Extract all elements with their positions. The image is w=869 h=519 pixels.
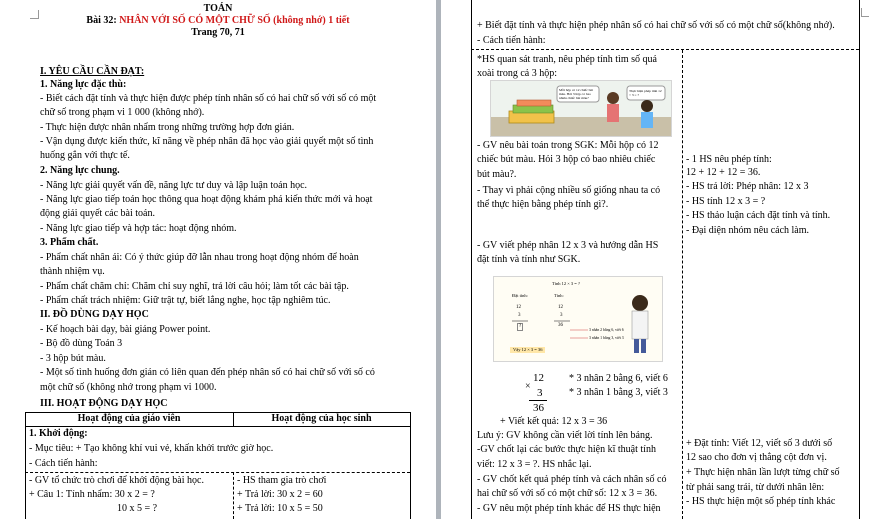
- calc-top: 12: [533, 372, 544, 384]
- text-line: hai chữ số với số có một chữ số: 12 x 3 = 36.: [477, 488, 658, 499]
- text-line: thể thực hiện bằng phép tính gì?.: [477, 199, 609, 210]
- text-line: - HS tính 12 x 3 = ?: [686, 196, 766, 207]
- text-line: - GV nêu bài toán trong SGK: Mỗi hộp có 12: [477, 140, 659, 151]
- text-line: đặt tính và tính như SGK.: [477, 254, 581, 265]
- text-line: *HS quan sát tranh, nêu phép tính tìm số quả: [477, 54, 657, 65]
- figure-num: 36: [558, 323, 563, 328]
- text-line: 10 x 5 = ?: [117, 503, 158, 514]
- text-line: - Thay vì phải cộng nhiều số giống nhau ta có: [477, 185, 661, 196]
- text-line: - Phẩm chất chăm chỉ: Chăm chỉ suy nghĩ, trả lời câu hỏi; làm tốt các bài tập.: [40, 281, 349, 292]
- table-header-student: Hoạt động của học sinh: [271, 413, 372, 424]
- section-3-heading: III. HOẠT ĐỘNG DẠY HỌC: [40, 398, 168, 409]
- pencil-boxes-illustration: [490, 80, 672, 137]
- figure-num: 3: [560, 313, 563, 318]
- calc-result: 36: [533, 402, 544, 414]
- text-line: - Cách tiến hành:: [477, 35, 546, 46]
- subsection-1-3-heading: 3. Phẩm chất.: [40, 237, 99, 248]
- figure-step-note: 3 nhân 1 bằng 3, viết 3: [589, 336, 624, 340]
- lesson-name: NHÂN VỚI SỐ CÓ MỘT CHỮ SỐ (không nhớ) 1 tiết: [119, 15, 350, 26]
- text-line: - Bộ đồ dùng Toán 3: [40, 338, 123, 349]
- figure-num: 12: [516, 305, 521, 310]
- text-line: - 3 hộp bút màu.: [40, 353, 106, 364]
- figure-num: ?: [519, 324, 522, 329]
- speech-bubble-left: Mỗi hộp có 12 chiếc bút màu. Hỏi 3 hộp có bao nhiêu chiếc bút màu?: [559, 88, 594, 100]
- text-line: - HS thực hiện một số phép tính khác: [686, 496, 836, 507]
- multiplication-figure: [493, 276, 663, 362]
- text-line: thành nhiệm vụ.: [40, 266, 105, 277]
- text-line: - Đại diện nhóm nêu cách làm.: [686, 225, 810, 236]
- right-page: [441, 0, 869, 519]
- section-1-heading: I. YÊU CẦU CẦN ĐẠT:: [40, 66, 145, 77]
- text-line: - HS tham gia trò chơi: [237, 475, 327, 486]
- calc-step: * 3 nhân 1 bằng 3, viết 3: [569, 387, 668, 398]
- text-line: -GV chốt lại các bước thực hiện kĩ thuật tính: [477, 444, 656, 455]
- text-line: - 1 HS nêu phép tính:: [686, 154, 772, 165]
- figure-col-compute: Tính:: [554, 293, 564, 298]
- figure-step-note: 3 nhân 2 bằng 6, viết 6: [589, 328, 624, 332]
- text-line: - Phẩm chất trách nhiệm: Giữ trật tự, biết lắng nghe, học tập nghiêm túc.: [40, 295, 331, 306]
- text-line: - Năng lực giao tiếp toán học thông qua hoạt động khám phá kiến thức mới và hoạt: [40, 194, 373, 205]
- lesson-title: [0, 15, 436, 27]
- text-line: - Mục tiêu: + Tạo không khí vui vẻ, khấn khởi trước giờ học.: [29, 443, 274, 454]
- text-line: một chữ số (không nhớ trong phạm vi 1000.: [40, 382, 217, 393]
- calc-result-line: + Viết kết quả: 12 x 3 = 36: [500, 416, 608, 427]
- text-line: + Biết đặt tính và thực hiện phép nhân số có hai chữ số với số có một chữ số(không nhớ).: [477, 20, 835, 31]
- text-line: - Kế hoạch bài dạy, bài giảng Power point.: [40, 324, 211, 335]
- text-line: từ phải sang trái, từ dưới nhân lên:: [686, 482, 825, 493]
- text-line: - Năng lực giải quyết vấn đề, năng lực tư duy và lập luận toán học.: [40, 180, 308, 191]
- text-line: bút màu?.: [477, 169, 517, 180]
- text-line: - GV chốt kết quả phép tính và cách nhân số có: [477, 474, 667, 485]
- section-2-heading: II. ĐỒ DÙNG DẠY HỌC: [40, 309, 149, 320]
- subsection-1-2-heading: 2. Năng lực chung.: [40, 165, 120, 176]
- text-line: - HS trả lời: Phép nhân: 12 x 3: [686, 181, 809, 192]
- text-line: động giải quyết các bài toán.: [40, 208, 155, 219]
- text-line: - GV nêu một phép tính khác để HS thực hiện: [477, 503, 661, 514]
- speech-bubble-right: Thực hiện phép tính 12 × 3 = ?: [629, 89, 662, 97]
- text-line: - Vận dụng được kiến thức, kĩ năng về phép nhân đã học vào giải quyết một số tình: [40, 136, 374, 147]
- text-line: - GV viết phép nhân 12 x 3 và hướng dẫn HS: [477, 240, 659, 251]
- text-line: 12 sao cho đơn vị thẳng cột đơn vị.: [686, 452, 827, 463]
- figure-title: Tính 12 × 3 = ?: [552, 281, 580, 286]
- text-line: + Trả lời: 30 x 2 = 60: [237, 489, 323, 500]
- lesson-prefix: Bài 32:: [86, 15, 120, 26]
- text-line: chiếc bút màu. Hỏi 3 hộp có bao nhiêu chiếc: [477, 154, 656, 165]
- figure-num: 12: [558, 305, 563, 310]
- text-line: - Biết cách đặt tính và thực hiện được phép tính nhân số có hai chữ số với số có một: [40, 93, 377, 104]
- lesson-pages: Trang 70, 71: [191, 27, 245, 38]
- text-line: - Phẩm chất nhân ái: Có ý thức giúp đỡ lẫn nhau trong hoạt động nhóm để hoàn: [40, 252, 359, 263]
- figure-col-setup: Đặt tính:: [512, 293, 528, 298]
- text-line: Lưu ý: GV không cần viết lời tính lên bảng.: [477, 430, 653, 441]
- text-line: - HS thảo luận cách đặt tính và tính.: [686, 210, 831, 221]
- margin-corner-mark: [861, 8, 869, 17]
- text-line: - GV tổ chức trò chơi để khởi động bài học.: [29, 475, 204, 486]
- calc-step: * 3 nhân 2 bằng 6, viết 6: [569, 373, 668, 384]
- text-line: 12 + 12 + 12 = 36.: [686, 167, 761, 178]
- text-line: - Một số tình huống đơn giản có liên quan đến phép nhân số có hai chữ số với số có: [40, 367, 375, 378]
- text-line: huống gắn với thực tế.: [40, 150, 130, 161]
- subject-title: TOÁN: [203, 3, 233, 14]
- calc-bottom: 3: [537, 387, 543, 399]
- text-line: + Thực hiện nhân lần lượt từng chữ số: [686, 467, 840, 478]
- text-line: viết: 12 x 3 = ?. HS nhắc lại.: [477, 459, 592, 470]
- text-line: - Thực hiện được nhân nhẩm trong những trường hợp đơn giản.: [40, 122, 295, 133]
- subsection-1-1-heading: 1. Năng lực đặc thù:: [40, 79, 127, 90]
- figure-num: 3: [518, 313, 521, 318]
- table-header-teacher: Hoạt động của giáo viên: [77, 413, 181, 424]
- text-line: + Đặt tính: Viết 12, viết số 3 dưới số: [686, 438, 833, 449]
- warmup-heading: 1. Khởi động:: [29, 428, 88, 439]
- text-line: + Trả lời: 10 x 5 = 50: [237, 503, 323, 514]
- text-line: xoài trong cả 3 hộp:: [477, 68, 557, 79]
- text-line: + Câu 1: Tính nhẩm: 30 x 2 = ?: [29, 489, 155, 500]
- text-line: chữ số trong phạm vi 1 000 (không nhớ).: [40, 107, 205, 118]
- calc-operator: ×: [525, 381, 531, 392]
- text-line: - Cách tiến hành:: [29, 458, 98, 469]
- figure-answer: Vậy 12 × 3 = 36: [510, 347, 545, 353]
- text-line: - Năng lực giao tiếp và hợp tác: hoạt động nhóm.: [40, 223, 237, 234]
- margin-corner-mark: [30, 10, 39, 19]
